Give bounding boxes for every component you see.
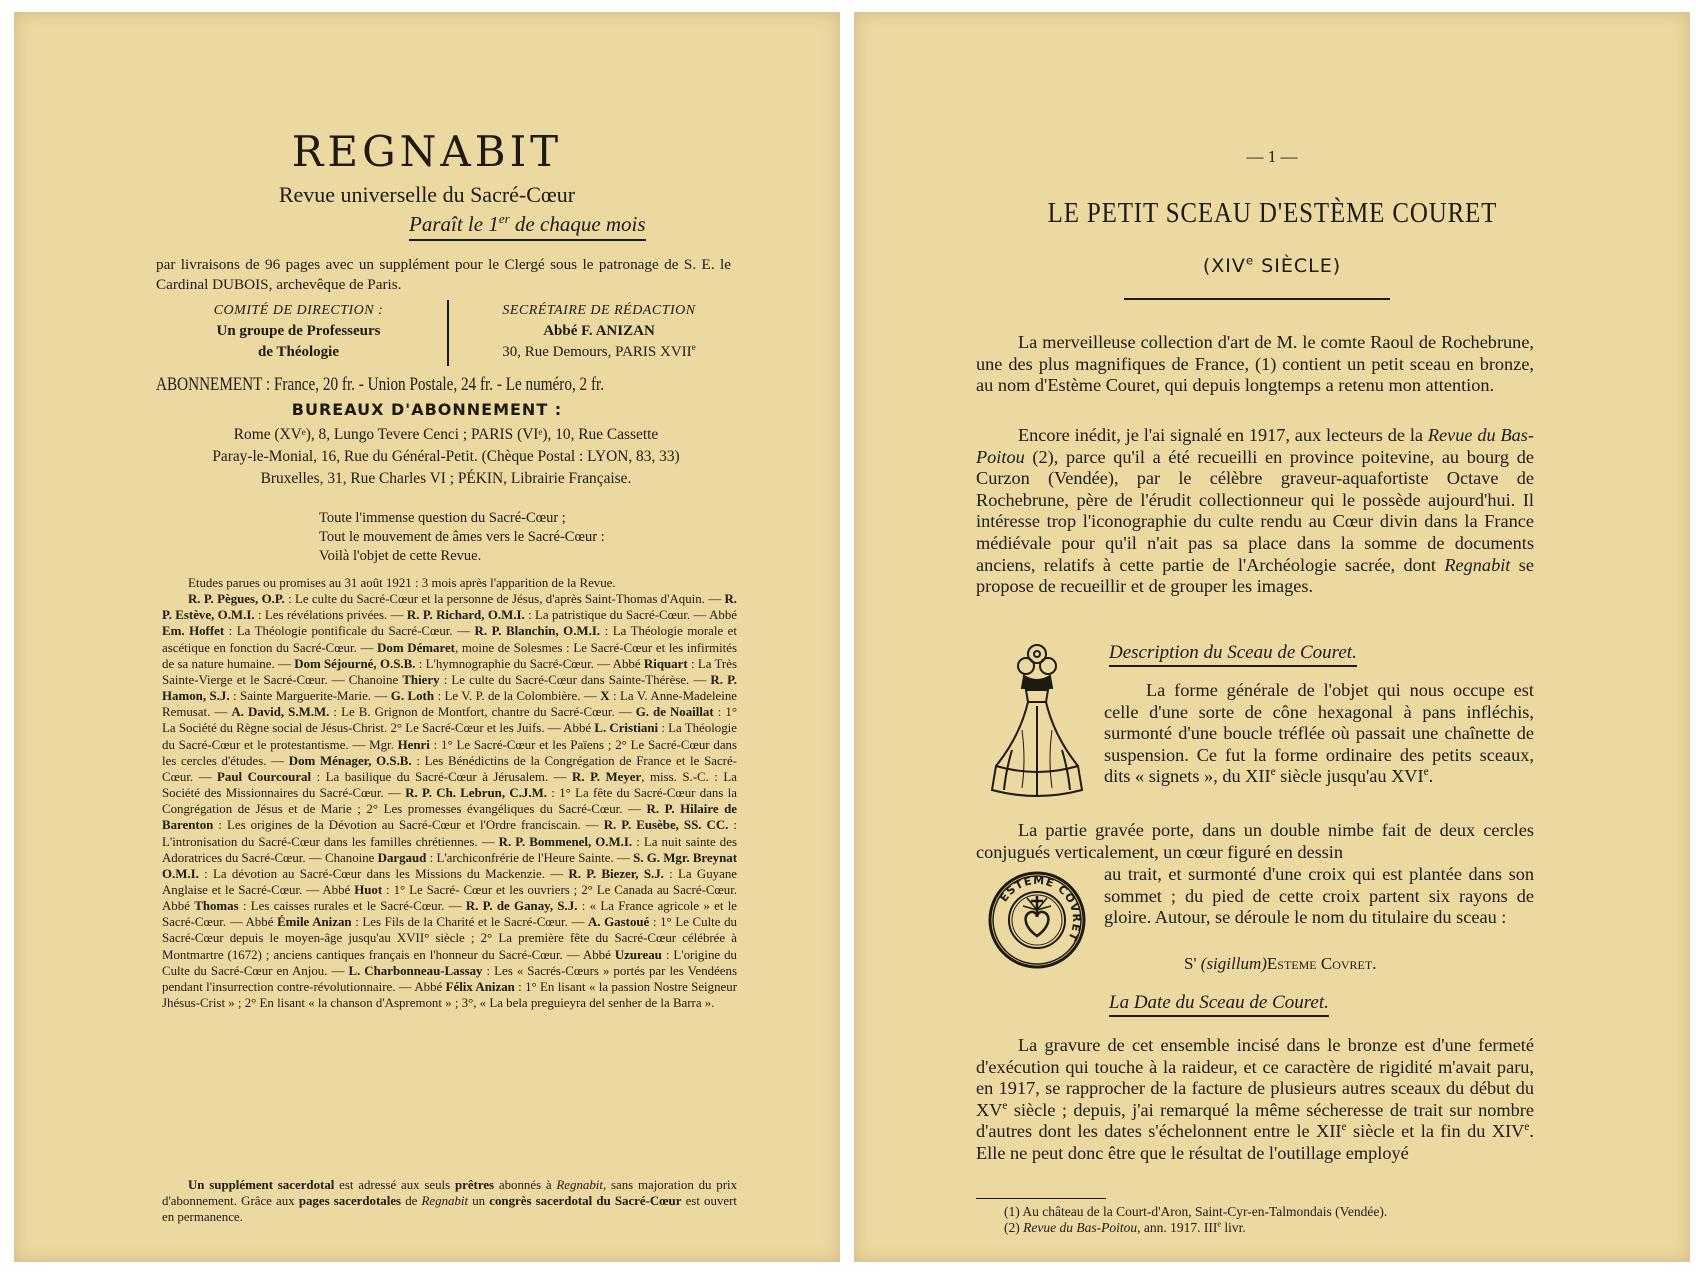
author-name: A. David, S.M.M. <box>231 705 330 720</box>
author-name: R. P. Blanchin, O.M.I. <box>474 624 601 639</box>
text-run: : Sainte Marguerite-Marie. — <box>229 689 391 704</box>
paragraph <box>976 425 1534 598</box>
italic-text: Revue du Bas-Poitou <box>976 425 1534 467</box>
paragraph: La gravure de cet ensemble incisé dans le bronze est d'une fermeté d'exécution qui touche à la raideur, et ce caractère de rigidité m'avait paru, en 1917, se rapprocher de la facture de plusieurs autres sceaux du début du XVe siècle ; depuis, j'ai remarqué la même sécheresse de trait sur nombre d'autres dont les dates s'échelonnent entre le XIIe siècle et la fin du XIVe. Elle ne peut donc être que le résultat de l'outillage employé <box>976 1035 1534 1163</box>
author-name: R. P. Eusèbe, SS. CC. <box>603 818 729 833</box>
author-name: G. de Noaillat <box>635 705 714 720</box>
author-name: R. P. Hamon, S.J. <box>162 672 737 704</box>
studies-body <box>162 591 737 1011</box>
text-run: : Le culte du Sacré-Cœur dans Sainte-Thérèse. — <box>439 672 711 687</box>
text-run: (2), parce qu'il a été recueilli en province poitevine, au bourg de Curzon (Vendée), par le célèbre graveur-aquafortiste Octave de Rochebrune, père de l'érudit collectionneur qui le possède aujourd'hui. Il intéresse trop l'iconographie du culte rendu au Cœur divin dans la France médiévale pour qu'il n'ait pas sa place dans la somme de documents anciens, relatifs à cette partie de l'Archéologie sacrée, dont <box>976 446 1534 575</box>
author-name: congrès sacerdotal du Sacré-Cœur <box>489 1194 682 1209</box>
article-title: LE PETIT SCEAU D'ESTÈME COURET <box>1047 197 1497 229</box>
italic-text: Regnabit <box>1444 554 1511 575</box>
column-divider <box>447 300 449 366</box>
title-rule <box>1124 298 1390 300</box>
publication-frequency: Paraît le 1er de chaque mois <box>409 212 646 241</box>
subscription-prices: ABONNEMENT : France, 20 fr. - Union Postale, 24 fr. - Le numéro, 2 fr. <box>156 374 605 395</box>
text-run: est ouvert en permanence. <box>162 1194 737 1225</box>
seal-legend: S' (sigillum)Esteme Covret. <box>1184 954 1377 973</box>
masthead-title: REGNABIT <box>291 127 563 176</box>
footnote: (2) Revue du Bas-Poitou, ann. 1917. IIIe livr. <box>1004 1219 1246 1235</box>
text-run: un <box>468 1194 490 1209</box>
author-name: Dom Démaret <box>377 640 455 655</box>
author-name: L. Charbonneau-Lassay <box>348 963 483 978</box>
italic-text: Regnabit <box>556 1178 603 1192</box>
paragraph: La partie gravée porte, dans un double nimbe fait de deux cercles conjugués verticalement, un cœur figuré en dessin <box>976 820 1534 862</box>
author-name: R. P. Richard, O.M.I. <box>406 608 525 623</box>
author-name: Félix Anizan <box>445 979 515 994</box>
author-name: Uzureau <box>614 947 662 962</box>
author-name: R. P. Estève, O.M.I. <box>162 592 737 623</box>
author-name: pages sacerdotales <box>298 1194 402 1209</box>
text-run: : Les caisses rurales et le Sacré-Cœur. — <box>238 899 466 914</box>
author-name: S. G. Mgr. Breynat O.M.I. <box>162 850 737 881</box>
studies-list <box>162 575 737 1011</box>
text-run: : L'intronisation du Sacré-Cœur dans les familles chrétiennes. — <box>162 818 737 849</box>
committee-line: de Théologie <box>258 344 339 360</box>
text-run: : La Théologie du Sacré-Cœur et le protestantisme. — Mgr. <box>162 721 737 752</box>
text-run: : 1° Le Sacré- Cœur et les ouvriers ; 2° Le Canada au Sacré-Cœur. Abbé <box>162 882 737 914</box>
author-name: Thiery <box>402 672 440 687</box>
author-name: A. Gastoué <box>588 915 650 930</box>
author-name: Dom Séjourné, O.S.B. <box>294 656 416 671</box>
bureau-line: Bruxelles, 31, Rue Charles VI ; PÉKIN, Librairie Française. <box>260 470 632 487</box>
author-name: Émile Anizan <box>277 915 352 930</box>
text-run: : La nuit sainte des Adoratrices du Sacré-Cœur. — Chanoine <box>162 834 737 865</box>
author-name: R. P. de Ganay, S.J. <box>465 899 578 914</box>
motto-line: Toute l'immense question du Sacré-Cœur ; <box>319 510 566 526</box>
author-name: R. P. Ch. Lebrun, C.J.M. <box>405 786 547 801</box>
text-run: : 1° En lisant « la passion Nostre Seigneur Jhésus-Crist » ; 2° En lisant « la chanson d'Aspremont » ; 3°, « La bela preguieyra del senher de la Barra ». <box>162 979 737 1011</box>
author-name: Riquart <box>643 656 688 671</box>
italic-text: Regnabit <box>421 1194 469 1209</box>
bureaux-heading: BUREAUX D'ABONNEMENT : <box>291 400 563 419</box>
masthead-subtitle: Revue universelle du Sacré-Cœur <box>278 182 576 207</box>
bureaux-list <box>156 424 736 490</box>
text-run: est adressé aux seuls <box>334 1178 455 1192</box>
seal-pendant-illustration <box>982 640 1092 802</box>
motto <box>319 509 739 566</box>
text-run: abonnés à <box>494 1178 557 1192</box>
author-name: Thomas <box>194 899 239 914</box>
author-name: G. Loth <box>390 689 434 704</box>
text-run: : Le V. P. de la Colombière. — <box>434 689 601 704</box>
footnote-rule <box>976 1198 1106 1199</box>
text-run: : La Théologie pontificale du Sacré-Cœur. — <box>224 624 475 639</box>
text-run: : 1° Le Sacré-Cœur et les Païens ; 2° Le Sacré-Cœur dans les cercles d'études. — <box>162 737 738 768</box>
secretary-block <box>454 300 744 363</box>
text-run: : L'origine du Culte du Sacré-Cœur en Anjou. — <box>162 947 737 978</box>
intro-text: par livraisons de 96 pages avec un supplément pour le Clergé sous le patronage de S. E. le Cardinal DUBOIS, archevêque de Paris. <box>156 256 731 293</box>
paragraph: au trait, et surmonté d'une croix qui est plantée dans son sommet ; du pied de cette croix partent six rayons de gloire. Autour, se déroule le nom du titulaire du sceau : <box>1104 864 1534 928</box>
text-run: : La dévotion au Sacré-Cœur dans les Missions du Mackenzie. — <box>198 866 569 881</box>
author-name: Paul Courcoural <box>217 769 312 784</box>
text-run: : Le B. Grignon de Montfort, chantre du Sacré-Cœur. — <box>329 705 636 720</box>
text-run: : 1° La Société du Règne social de Jésus-Christ. 2° Le Sacré-Cœur et les Juifs. — Abbé <box>162 705 737 736</box>
seal-inscription: ESTEME COVRET <box>997 873 1084 944</box>
author-name: prêtres <box>454 1178 495 1192</box>
left-page <box>14 12 840 1262</box>
author-name: Un supplément sacerdotal <box>188 1178 335 1192</box>
author-name: R. P. Bommenel, O.M.I. <box>498 834 633 849</box>
seal-impression-illustration <box>987 870 1087 970</box>
text-run: : Les origines de la Dévotion au Sacré-Cœur et l'Ordre franciscain. — <box>213 818 604 833</box>
text-run: : La V. Anne-Madeleine Remusat. — <box>162 689 737 720</box>
author-name: R. P. Hilaire de Barenton <box>162 802 738 833</box>
author-name: Dargaud <box>377 850 427 865</box>
text-run: : 1° La fête du Sacré-Cœur dans la Congrégation de Jésus et de Marie ; 2° Les promesses évangéliques du Sacré-Cœur. — <box>162 786 737 817</box>
text-run: : La Très Sainte-Vierge et le Sacré-Cœur. — Chanoine <box>162 656 737 687</box>
studies-intro: Etudes parues ou promises au 31 août 1921 : 3 mois après l'apparition de la Revue. <box>188 576 616 590</box>
text-run: : « La France agricole » et le Sacré-Cœur. — Abbé <box>162 899 737 930</box>
secretary-name: Abbé F. ANIZAN <box>543 323 655 339</box>
committee-line: Un groupe de Professeurs <box>216 323 381 339</box>
page-number: — 1 — <box>1246 147 1298 166</box>
text-run: : Les révélations privées. — <box>254 608 407 623</box>
author-name: Em. Hoffet <box>162 624 225 639</box>
text-run: : La patristique du Sacré-Cœur. — Abbé <box>524 608 737 623</box>
author-name: X <box>600 689 610 704</box>
text-run: : Les Bénédictins de la Congrégation de France et le Sacré-Cœur. — <box>162 753 737 784</box>
article-century: (XIVe SIÈCLE) <box>1202 253 1342 277</box>
bureau-line: Rome (XVᵉ), 8, Lungo Tevere Cenci ; PARIS (VIᵉ), 10, Rue Cassette <box>233 426 659 443</box>
author-name: Henri <box>397 737 430 752</box>
text-run: Encore inédit, je l'ai signalé en 1917, aux lecteurs de la <box>1018 425 1428 445</box>
paragraph: La forme générale de l'objet qui nous occupe est celle d'une sorte de cône hexagonal à pans infléchis, surmonté d'une boucle tréflée où passait une chaînette de suspension. Ce fut la forme ordinaire des petits sceaux, dits « signets », du XIIe siècle jusqu'au XVIe. <box>1104 680 1534 787</box>
paragraph: La merveilleuse collection d'art de M. le comte Raoul de Rochebrune, une des plus magnifiques de France, (1) contient un petit sceau en bronze, au nom d'Estème Couret, qui depuis longtemps a retenu mon attention. <box>976 332 1534 396</box>
text-run: : Les Fils de la Charité et le Sacré-Cœur. — <box>351 915 588 930</box>
text-run: , miss. S.-C. : La Société des Missionnaires du Sacré-Cœur. — <box>162 769 737 801</box>
text-run: : La Théologie morale et ascétique en fonction du Sacré-Cœur. — <box>162 624 737 655</box>
text-run: : Les « Sacrés-Cœurs » portés par les Vendéens pendant l'insurrection contre-révolutionnaire. — Abbé <box>162 963 737 994</box>
section-heading: La Date du Sceau de Couret. <box>1109 992 1329 1017</box>
motto-line: Tout le mouvement de âmes vers le Sacré-Cœur : <box>319 529 605 545</box>
text-run: : 1° Le Culte du Sacré-Cœur depuis le moyen-âge jusqu'au XVII° siècle ; 2° La première fête du Sacré-Cœur célébrée à Montmartre (1672) ; anciens cantiques français en l'honneur du Sacré-Cœur. — Abbé <box>162 915 737 962</box>
author-name: Huot <box>354 882 383 897</box>
motto-line: Voilà l'objet de cette Revue. <box>319 548 482 564</box>
text-run: : L'hymnographie du Sacré-Cœur. — Abbé <box>415 656 644 671</box>
committee-title: COMITÉ DE DIRECTION : <box>213 303 384 318</box>
author-name: R. P. Pègues, O.P. <box>188 592 285 607</box>
committee-block <box>156 300 441 363</box>
footnotes <box>1004 1204 1534 1236</box>
text-run: , moine de Solesmes : Le Sacré-Cœur et les infirmités de sa nature humaine. — <box>162 640 737 671</box>
section-heading: Description du Sceau de Couret. <box>1109 642 1357 667</box>
text-run: , sans majoration du prix d'abonnement. Grâce aux <box>162 1178 738 1209</box>
supplement-notice <box>162 1177 737 1225</box>
text-run: : L'archiconfrérie de l'Heure Sainte. — <box>426 850 634 865</box>
author-name: Dom Ménager, O.S.B. <box>288 753 412 768</box>
text-run: : Le culte du Sacré-Cœur et la personne de Jésus, d'après Saint-Thomas d'Aquin. — <box>284 592 725 607</box>
text-run: de <box>401 1194 422 1209</box>
secretary-title: SECRÉTAIRE DE RÉDACTION <box>502 303 696 318</box>
bureau-line: Paray-le-Monial, 16, Rue du Général-Petit. (Chèque Postal : LYON, 83, 33) <box>212 448 680 465</box>
right-page <box>854 12 1690 1262</box>
author-name: L. Cristiani <box>594 721 659 736</box>
secretary-address: 30, Rue Demours, PARIS XVIIe <box>502 343 696 360</box>
text-run: : La basilique du Sacré-Cœur à Jérusalem. — <box>311 769 573 784</box>
text-run: se propose de recueillir et de grouper les images. <box>976 554 1534 597</box>
footnote: (1) Au château de la Court-d'Aron, Saint-Cyr-en-Talmondais (Vendée). <box>1004 1204 1388 1219</box>
author-name: R. P. Meyer <box>572 769 642 784</box>
author-name: R. P. Biezer, S.J. <box>568 866 664 881</box>
text-run: : La Guyane Anglaise et le Sacré-Cœur. — Abbé <box>162 866 737 897</box>
